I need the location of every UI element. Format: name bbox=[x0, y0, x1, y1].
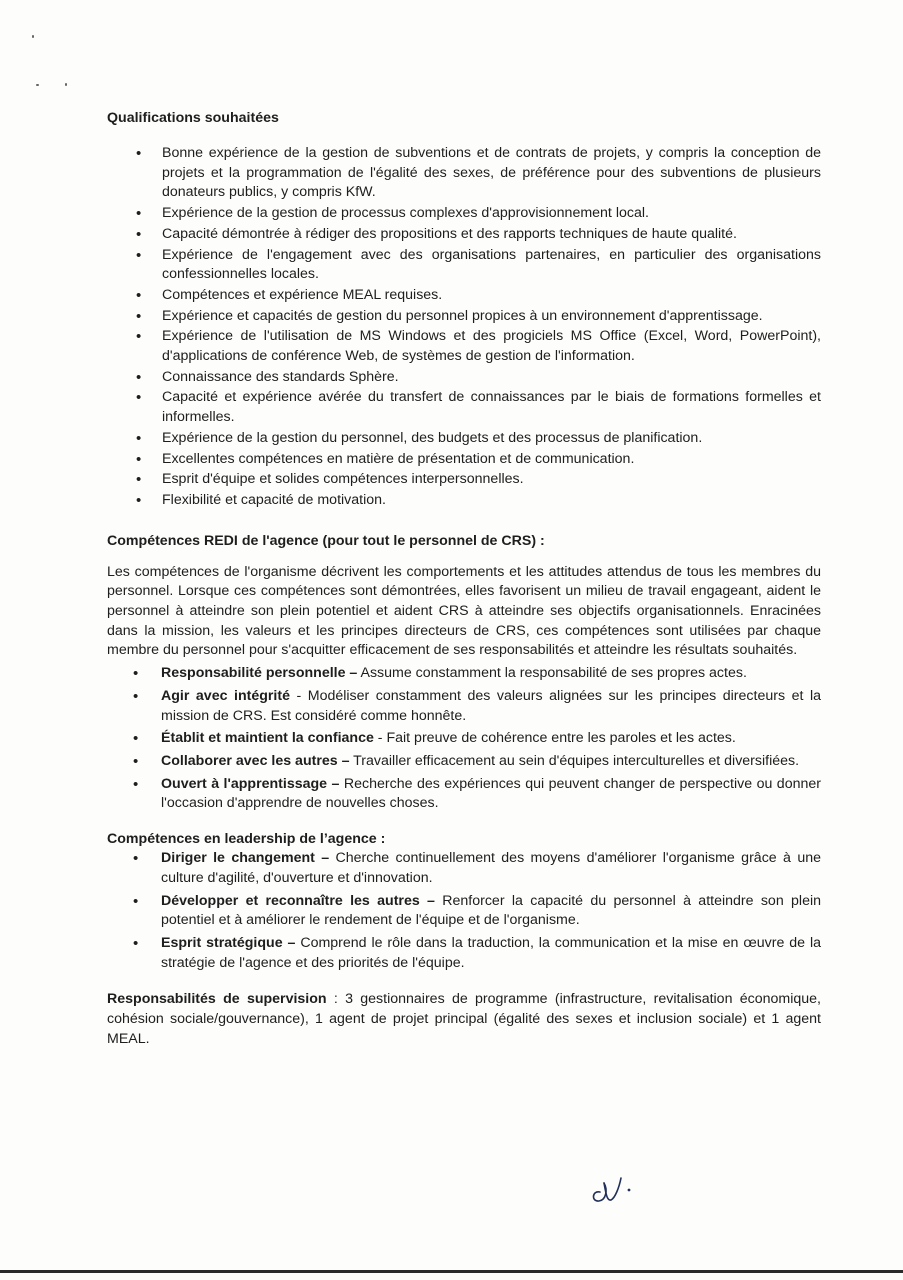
qualification-item: • Expérience et capacités de gestion du personnel propices à un environnement d'apprentissage. bbox=[107, 307, 821, 327]
competency-term: Établit et maintient la confiance bbox=[161, 730, 374, 747]
supervision-text: : 3 gestionnaires de programme (infrastructure, revitalisation économique, cohésion sociale/gouvernance), 1 agent de projet principal (égalité des sexes et inclusion sociale) et 1 agent MEAL. bbox=[107, 991, 821, 1047]
redi-competencies-section bbox=[107, 531, 821, 814]
qualification-item: • Expérience de l'engagement avec des organisations partenaires, en particulier des organisations confessionnelles locales. bbox=[107, 246, 821, 285]
qualification-item: • Esprit d'équipe et solides compétences interpersonnelles. bbox=[107, 470, 821, 490]
qualifications-section bbox=[107, 108, 821, 511]
redi-item bbox=[107, 664, 821, 684]
leadership-heading: Compétences en leadership de l’agence : bbox=[107, 831, 386, 848]
supervision-paragraph bbox=[107, 990, 821, 1049]
document-body bbox=[107, 108, 821, 1049]
competency-description: Assume constamment la responsabilité de ses propres actes. bbox=[357, 665, 747, 682]
competency-description: Comprend le rôle dans la traduction, la communication et la mise en œuvre de la stratégie de l'agence et des priorités de l'équipe. bbox=[161, 934, 821, 971]
scan-speck bbox=[65, 83, 67, 86]
qualification-item: • Capacité démontrée à rédiger des propositions et des rapports techniques de haute qualité. bbox=[107, 225, 821, 245]
redi-list bbox=[107, 664, 821, 814]
qualification-item: • Bonne expérience de la gestion de subventions et de contrats de projets, y compris la conception de projets et la programmation de l'égalité des sexes, de préférence pour des subventions de plusieurs donateurs publics, y compris KfW. bbox=[107, 144, 821, 203]
competency-description: Recherche des expériences qui peuvent changer de perspective ou donner l'occasion d'apprendre de nouvelles choses. bbox=[161, 775, 821, 812]
competency-term: Esprit stratégique – bbox=[161, 934, 296, 951]
leadership-section bbox=[107, 829, 821, 973]
scan-speck bbox=[36, 84, 39, 86]
qualification-item: • Expérience de la gestion du personnel, des budgets et des processus de planification. bbox=[107, 429, 821, 449]
qualification-item: • Compétences et expérience MEAL requises. bbox=[107, 286, 821, 306]
competency-term: Agir avec intégrité bbox=[161, 687, 290, 704]
supervision-term: Responsabilités de supervision bbox=[107, 991, 327, 1008]
redi-intro-paragraph: Les compétences de l'organisme décrivent les comportements et les attitudes attendus de tous les membres du personnel. Lorsque ces compétences sont démontrées, elles favorisent un milieu de travail engageant, aident le personnel à atteindre son plein potentiel et aident CRS à atteindre ses objectifs organisationnels. Enracinées dans la mission, les valeurs et les principes directeurs de CRS, ces compétences sont utilisées par chaque membre du personnel pour s'acquitter efficacement de ses responsabilités et atteindre les résultats souhaités. bbox=[107, 563, 821, 659]
competency-description: - Modéliser constamment des valeurs alignées sur les principes directeurs et la mission de CRS. Est considéré comme honnête. bbox=[161, 687, 821, 724]
competency-description: Renforcer la capacité du personnel à atteindre son plein potentiel et à améliorer le rendement de l'équipe et de l'organisme. bbox=[161, 892, 822, 929]
leadership-item bbox=[107, 934, 821, 973]
leadership-item bbox=[107, 892, 821, 931]
competency-term: Ouvert à l'apprentissage – bbox=[161, 775, 340, 792]
redi-item bbox=[107, 775, 821, 814]
competency-term: Collaborer avec les autres – bbox=[161, 752, 350, 769]
qualifications-heading: Qualifications souhaitées bbox=[107, 110, 279, 126]
leadership-item bbox=[107, 849, 821, 888]
competency-term: Responsabilité personnelle – bbox=[161, 665, 358, 682]
qualification-item: • Capacité et expérience avérée du transfert de connaissances par le biais de formations formelles et informelles. bbox=[107, 388, 821, 427]
qualification-item: • Connaissance des standards Sphère. bbox=[107, 368, 821, 388]
qualification-item: • Excellentes compétences en matière de présentation et de communication. bbox=[107, 450, 821, 470]
competency-term: Diriger le changement – bbox=[161, 850, 330, 867]
redi-item bbox=[107, 752, 821, 772]
competency-description: Cherche continuellement des moyens d'améliorer l'organisme grâce à une culture d'agilité, d'ouverture et d'innovation. bbox=[161, 850, 821, 886]
competency-description: Travailler efficacement au sein d'équipes interculturelles et diversifiées. bbox=[349, 752, 800, 769]
redi-heading: Compétences REDI de l'agence (pour tout le personnel de CRS) : bbox=[107, 532, 545, 549]
leadership-list bbox=[107, 849, 821, 973]
page-bottom-edge bbox=[0, 1270, 903, 1273]
redi-item bbox=[107, 687, 821, 726]
qualification-item: • Expérience de l'utilisation de MS Windows et des progiciels MS Office (Excel, Word, PowerPoint), d'applications de conférence Web, de systèmes de gestion de l'information. bbox=[107, 327, 821, 366]
qualifications-list bbox=[107, 144, 821, 511]
signature-initials bbox=[586, 1170, 646, 1206]
competency-term: Développer et reconnaître les autres – bbox=[161, 892, 435, 909]
redi-item bbox=[107, 729, 821, 749]
qualification-item: • Flexibilité et capacité de motivation. bbox=[107, 491, 821, 511]
competency-description: - Fait preuve de cohérence entre les paroles et les actes. bbox=[373, 730, 736, 747]
scan-speck bbox=[32, 35, 34, 38]
qualification-item: • Expérience de la gestion de processus complexes d'approvisionnement local. bbox=[107, 204, 821, 224]
